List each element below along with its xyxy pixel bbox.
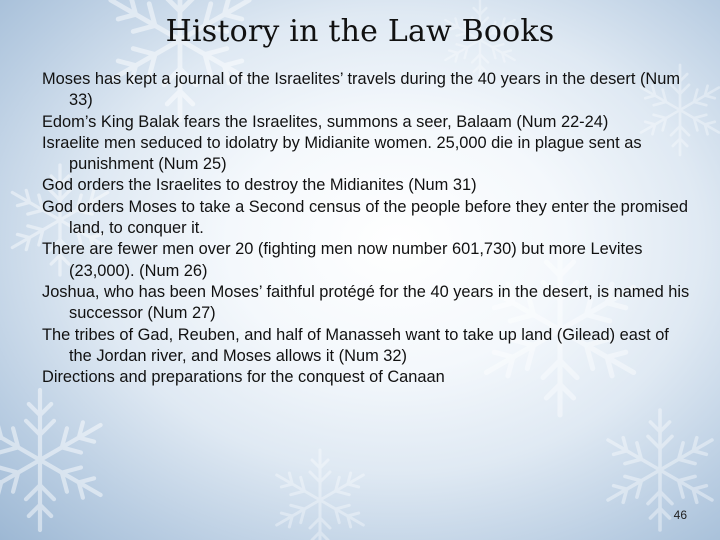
page-number: 46 bbox=[673, 508, 687, 522]
bullet-item: Directions and preparations for the conquest of Canaan bbox=[42, 368, 445, 387]
bullet-item: God orders the Israelites to destroy the Midianites (Num 31) bbox=[42, 176, 477, 195]
bullet-item: Israelite men seduced to idolatry by Midianite women. 25,000 die in plague sent as punishment (Num 25) bbox=[42, 133, 642, 174]
bullet-item: Moses has kept a journal of the Israelites’ travels during the 40 years in the desert (Num 33) bbox=[42, 70, 681, 110]
snowflake-icon bbox=[0, 390, 108, 530]
bullet-item: God orders Moses to take a Second census of the people before they enter the promised land, to conquer it. bbox=[42, 197, 688, 238]
slide-title: History in the Law Books bbox=[165, 14, 555, 49]
snowflake-icon bbox=[602, 410, 718, 530]
bullet-item: Joshua, who has been Moses’ faithful protégé for the 40 years in the desert, is named his successor (Num 27) bbox=[42, 282, 690, 323]
bullet-item: Edom’s King Balak fears the Israelites, summons a seer, Balaam (Num 22-24) bbox=[42, 112, 609, 131]
snowflake-icon bbox=[272, 450, 369, 540]
bullet-list bbox=[42, 69, 692, 388]
bullet-item: The tribes of Gad, Reuben, and half of Manasseh want to take up land (Gilead) east of the Jordan river, and Moses allows it (Num 32) bbox=[42, 325, 669, 365]
bullet-item: There are fewer men over 20 (fighting men now number 601,730) but more Levites (23,000). (Num 26) bbox=[42, 240, 643, 280]
